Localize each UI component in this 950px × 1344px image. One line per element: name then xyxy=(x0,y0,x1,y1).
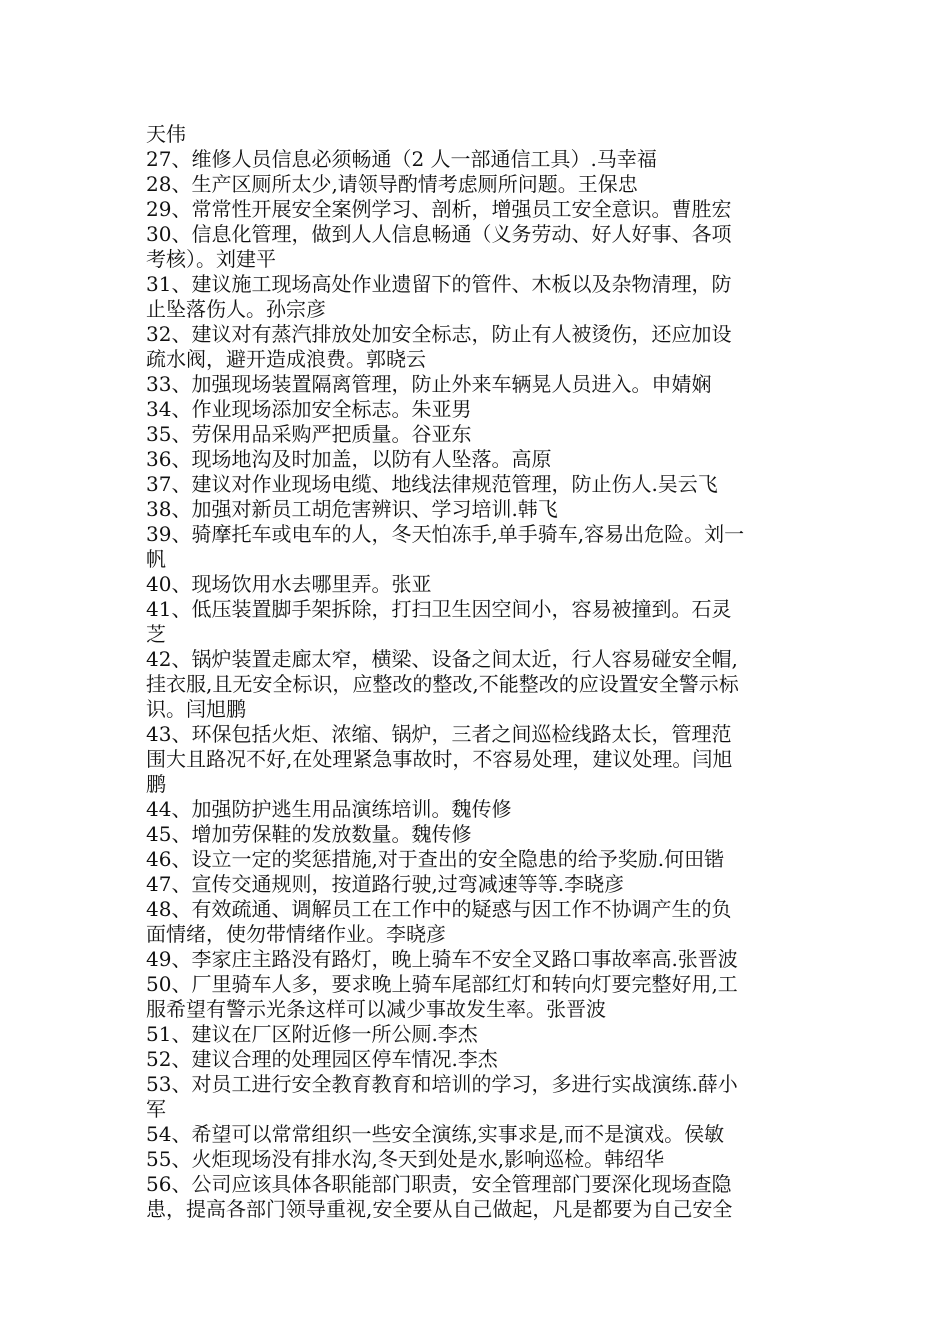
text-line: 35、劳保用品采购严把质量。谷亚东 xyxy=(146,422,472,446)
text-line: 31、建议施工现场高处作业遗留下的管件、木板以及杂物清理，防 xyxy=(146,272,732,296)
text-line: 33、加强现场装置隔离管理，防止外来车辆晃人员进入。申婧娴 xyxy=(146,372,712,396)
text-line: 围大且路况不好,在处理紧急事故时，不容易处理，建议处理。闫旭 xyxy=(146,747,733,771)
text-line: 36、现场地沟及时加盖，以防有人坠落。高原 xyxy=(146,447,552,471)
text-line: 止坠落伤人。孙宗彦 xyxy=(146,297,326,321)
text-line: 服希望有警示光条这样可以减少事故发生率。张晋波 xyxy=(146,997,606,1021)
text-line: 39、骑摩托车或电车的人，冬天怕冻手,单手骑车,容易出危险。刘一 xyxy=(146,522,745,546)
text-line: 48、有效疏通、调解员工在工作中的疑惑与因工作不协调产生的负 xyxy=(146,897,732,921)
text-line: 51、建议在厂区附近修一所公厕.李杰 xyxy=(146,1022,478,1046)
text-line: 30、信息化管理，做到人人信息畅通（义务劳动、好人好事、各项 xyxy=(146,222,732,246)
text-line: 53、对员工进行安全教育教育和培训的学习，多进行实战演练.薛小 xyxy=(146,1072,738,1096)
text-line: 疏水阀，避开造成浪费。郭晓云 xyxy=(146,347,426,371)
text-line: 50、厂里骑车人多，要求晚上骑车尾部红灯和转向灯要完整好用,工 xyxy=(146,972,738,996)
text-line: 43、环保包括火炬、浓缩、锅炉，三者之间巡检线路太长，管理范 xyxy=(146,722,732,746)
text-line: 患，提高各部门领导重视,安全要从自己做起，凡是都要为自己安全 xyxy=(146,1197,733,1221)
text-line: 38、加强对新员工胡危害辨识、学习培训.韩飞 xyxy=(146,497,558,521)
text-line: 天伟 xyxy=(146,122,186,146)
text-line: 45、增加劳保鞋的发放数量。魏传修 xyxy=(146,822,472,846)
text-line: 55、火炬现场没有排水沟,冬天到处是水,影响巡检。韩绍华 xyxy=(146,1147,665,1171)
text-line: 47、宣传交通规则，按道路行驶,过弯减速等等.李晓彦 xyxy=(146,872,625,896)
text-line: 28、生产区厕所太少,请领导酌情考虑厕所问题。王保忠 xyxy=(146,172,638,196)
text-line: 帆 xyxy=(146,547,166,571)
text-line: 46、设立一定的奖惩措施,对于查出的安全隐患的给予奖励.何田锴 xyxy=(146,847,725,871)
text-line: 42、锅炉装置走廊太窄，横梁、设备之间太近，行人容易碰安全帽, xyxy=(146,647,738,671)
text-line: 34、作业现场添加安全标志。朱亚男 xyxy=(146,397,472,421)
document-body xyxy=(146,122,810,1222)
text-line: 41、低压装置脚手架拆除，打扫卫生因空间小，容易被撞到。石灵 xyxy=(146,597,732,621)
text-line: 37、建议对作业现场电缆、地线法律规范管理，防止伤人.吴云飞 xyxy=(146,472,718,496)
text-line: 鹏 xyxy=(146,772,166,796)
text-line: 考核）。刘建平 xyxy=(146,247,276,271)
text-line: 40、现场饮用水去哪里弄。张亚 xyxy=(146,572,432,596)
text-line: 挂衣服,且无安全标识，应整改的整改,不能整改的应设置安全警示标 xyxy=(146,672,739,696)
text-line: 识。闫旭鹏 xyxy=(146,697,246,721)
text-line: 49、李家庄主路没有路灯，晚上骑车不安全叉路口事故率高.张晋波 xyxy=(146,947,738,971)
text-line: 44、加强防护逃生用品演练培训。魏传修 xyxy=(146,797,512,821)
text-line: 32、建议对有蒸汽排放处加安全标志，防止有人被烫伤，还应加设 xyxy=(146,322,732,346)
text-line: 54、希望可以常常组织一些安全演练,实事求是,而不是演戏。侯敏 xyxy=(146,1122,725,1146)
text-line: 军 xyxy=(146,1097,166,1121)
text-line: 52、建议合理的处理园区停车情况.李杰 xyxy=(146,1047,498,1071)
text-line: 56、公司应该具体各职能部门职责，安全管理部门要深化现场查隐 xyxy=(146,1172,732,1196)
text-line: 面情绪，使勿带情绪作业。李晓彦 xyxy=(146,922,446,946)
text-line: 27、维修人员信息必须畅通（2 人一部通信工具）.马幸福 xyxy=(146,147,657,171)
text-line: 29、常常性开展安全案例学习、剖析，增强员工安全意识。曹胜宏 xyxy=(146,197,732,221)
text-line: 芝 xyxy=(146,622,166,646)
